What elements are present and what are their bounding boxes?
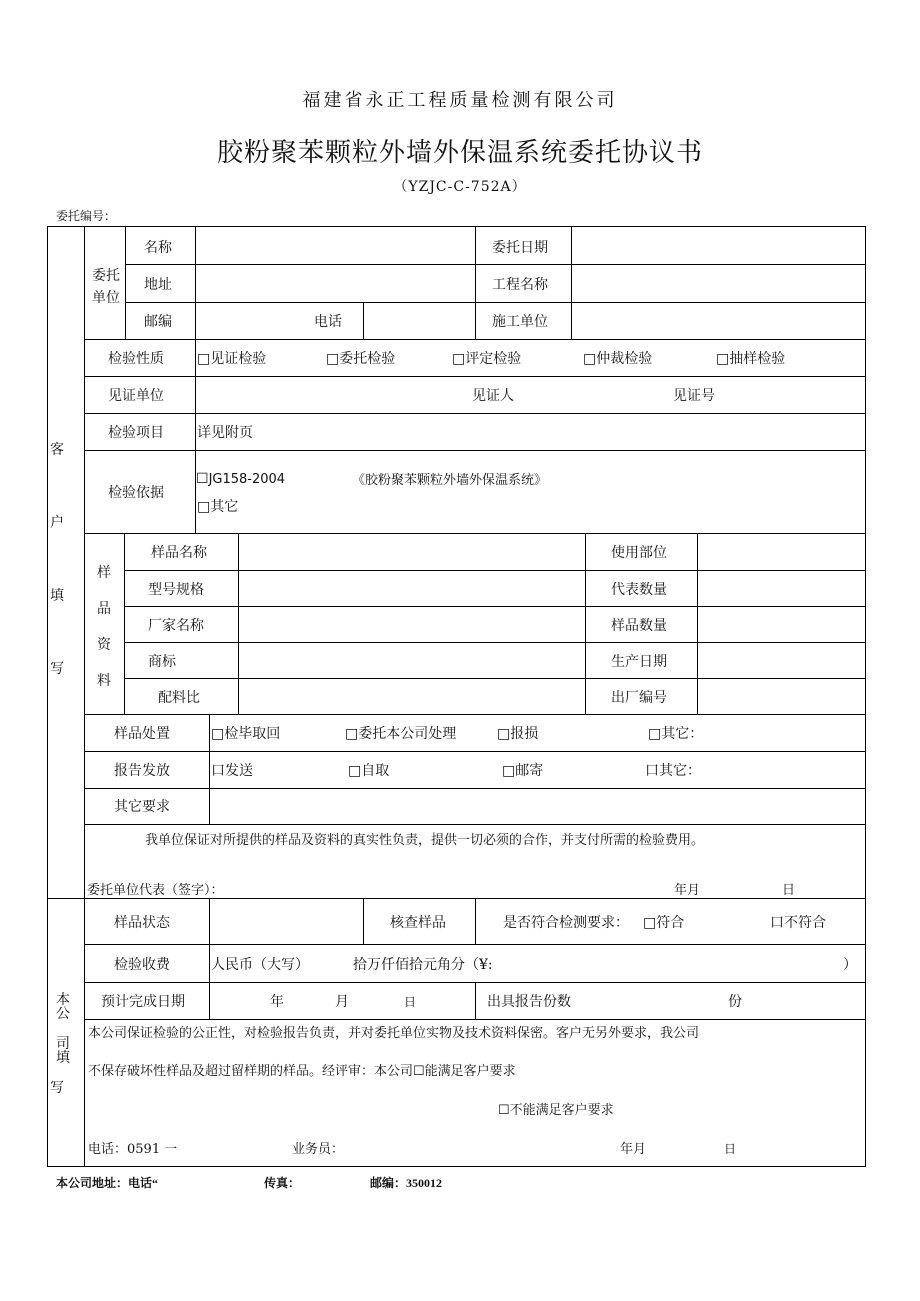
company-date-year-month: 年月 (620, 1142, 647, 1157)
name-field[interactable] (196, 227, 474, 264)
option-arbitration-inspection[interactable]: □仲裁检验 (583, 351, 653, 367)
option-entrusted-inspection[interactable]: □委托检验 (326, 351, 396, 367)
manufacturer-field[interactable] (239, 607, 584, 642)
witness-number-field[interactable] (720, 377, 864, 413)
option-not-conform[interactable]: 口不符合 (770, 915, 826, 931)
salesman-label: 业务员： (292, 1142, 345, 1157)
option-assessment-inspection[interactable]: □评定检验 (452, 351, 522, 367)
option-delivery-other[interactable]: 口其它： (645, 763, 701, 779)
finish-day-label: 日 (404, 995, 417, 1009)
client-representative-label: 委托单位代表（签字）： (87, 883, 224, 898)
report-copies-label: 出具报告份数 (487, 994, 571, 1010)
standard-name: 《胶粉聚苯颗粒外墙外保温系统》 (352, 473, 548, 488)
postcode-label: 邮编 (144, 314, 172, 330)
client-unit-group-label: 委托 单位 (92, 268, 120, 306)
mix-ratio-label: 配料比 (158, 690, 200, 706)
representative-qty-label: 代表数量 (611, 582, 667, 598)
company-section-label: 本 公 司 填 写 (50, 992, 70, 1096)
sample-status-label: 样品状态 (114, 915, 170, 931)
postcode-field[interactable] (196, 303, 306, 339)
report-delivery-label: 报告发放 (114, 763, 170, 779)
fee-currency-label: 人民币（大写） (211, 957, 309, 973)
check-sample-label: 核查样品 (390, 915, 446, 931)
trademark-field[interactable] (239, 643, 584, 678)
option-sampling-inspection[interactable]: □抽样检验 (716, 351, 786, 367)
checkbox-icon: ☐ (196, 471, 209, 487)
other-requirements-field[interactable] (210, 789, 864, 824)
witness-number-label: 见证号 (673, 388, 715, 404)
footer-fax-label: 传真： (264, 1176, 301, 1190)
address-label: 地址 (144, 277, 172, 293)
client-guarantee-text: 我单位保证对所提供的样品及资料的真实性负责，提供一切必须的合作，并支付所需的检验费用。 (145, 833, 705, 848)
witness-person-field[interactable] (520, 377, 670, 413)
sample-qty-label: 样品数量 (611, 618, 667, 634)
witness-person-label: 见证人 (472, 388, 514, 404)
inspection-basis-label: 检验依据 (108, 485, 164, 501)
conformity-label: 是否符合检测要求： (503, 915, 629, 931)
sample-disposal-label: 样品处置 (114, 726, 170, 742)
option-scrap[interactable]: □报损 (497, 726, 539, 742)
basis-other-option[interactable]: □其它 (197, 499, 239, 515)
client-date-day: 日 (782, 883, 796, 898)
entrust-number-label: 委托编号： (56, 209, 117, 223)
footer-address-label: 本公司地址：电话“ (56, 1176, 159, 1190)
sample-name-field[interactable] (239, 534, 584, 570)
sample-info-group-label: 样 品 资 料 (97, 565, 111, 689)
mix-ratio-field[interactable] (239, 679, 584, 714)
company-statement-line1: 本公司保证检验的公正性，对检验报告负责，并对委托单位实物及技术资料保密。客户无另外要求，我公司 (88, 1026, 700, 1041)
fee-close-paren: ） (843, 957, 857, 973)
construction-unit-field[interactable] (572, 303, 864, 339)
finish-year-label: 年 (270, 994, 284, 1010)
company-date-day: 日 (724, 1142, 737, 1156)
fee-units-label: 拾万仟佰拾元角分（¥: (353, 957, 493, 973)
option-disposal-other[interactable]: □其它： (648, 726, 704, 742)
production-date-label: 生产日期 (611, 654, 667, 670)
option-cannot-meet[interactable]: ☐不能满足客户要求 (498, 1103, 614, 1118)
sample-name-label: 样品名称 (151, 545, 207, 561)
standard-code: JG158-2004 (208, 472, 286, 487)
form-code: （YZJC-C-752A） (393, 179, 527, 195)
trademark-label: 商标 (148, 654, 176, 670)
client-section-label: 客 户 填 写 (50, 442, 64, 677)
finish-date-label: 预计完成日期 (101, 994, 185, 1010)
other-requirements-label: 其它要求 (114, 799, 170, 815)
footer-postcode: 邮编：350012 (370, 1176, 443, 1190)
witness-unit-field[interactable] (196, 377, 466, 413)
model-spec-label: 型号规格 (148, 582, 204, 598)
entrust-date-field[interactable] (572, 227, 864, 264)
sample-status-field[interactable] (210, 899, 362, 944)
option-return-after-test[interactable]: □检毕取回 (211, 726, 281, 742)
entrust-date-label: 委托日期 (492, 240, 548, 256)
witness-unit-label: 见证单位 (108, 388, 164, 404)
option-can-meet[interactable]: ☐能满足客户要求 (413, 1064, 516, 1079)
factory-number-label: 出厂编号 (611, 690, 667, 706)
inspection-items-label: 检验项目 (108, 425, 164, 441)
project-name-label: 工程名称 (492, 277, 548, 293)
address-field[interactable] (196, 265, 474, 302)
project-name-field[interactable] (572, 265, 864, 302)
inspection-fee-label: 检验收费 (114, 957, 170, 973)
basis-standard-option[interactable] (196, 468, 285, 487)
report-copies-unit: 份 (728, 994, 742, 1010)
company-statement-line2: 不保存破坏性样品及超过留样期的样品。经评审：本公司☐能满足客户要求 (88, 1064, 516, 1079)
option-mail[interactable]: □邮寄 (502, 763, 544, 779)
client-date-year-month: 年月 (674, 883, 701, 898)
phone-field[interactable] (364, 303, 474, 339)
option-company-handle[interactable]: □委托本公司处理 (345, 726, 457, 742)
option-witness-inspection[interactable]: □见证检验 (197, 351, 267, 367)
option-conform[interactable]: □符合 (643, 915, 685, 931)
construction-unit-label: 施工单位 (492, 314, 548, 330)
usage-part-label: 使用部位 (611, 545, 667, 561)
model-spec-field[interactable] (239, 571, 584, 606)
name-label: 名称 (144, 240, 172, 256)
option-self-pickup[interactable]: □自取 (348, 763, 390, 779)
page-title: 胶粉聚苯颗粒外墙外保温系统委托协议书 (216, 138, 703, 168)
manufacturer-label: 厂家名称 (148, 618, 204, 634)
inspection-nature-label: 检验性质 (108, 351, 164, 367)
inspection-items-value: 详见附页 (197, 425, 253, 441)
company-name: 福建省永正工程质量检测有限公司 (302, 90, 618, 111)
phone-label: 电话 (314, 314, 342, 330)
company-phone-label: 电话：0591 一 (88, 1142, 178, 1157)
option-send[interactable]: 口发送 (211, 763, 253, 779)
finish-month-label: 月 (335, 994, 349, 1010)
